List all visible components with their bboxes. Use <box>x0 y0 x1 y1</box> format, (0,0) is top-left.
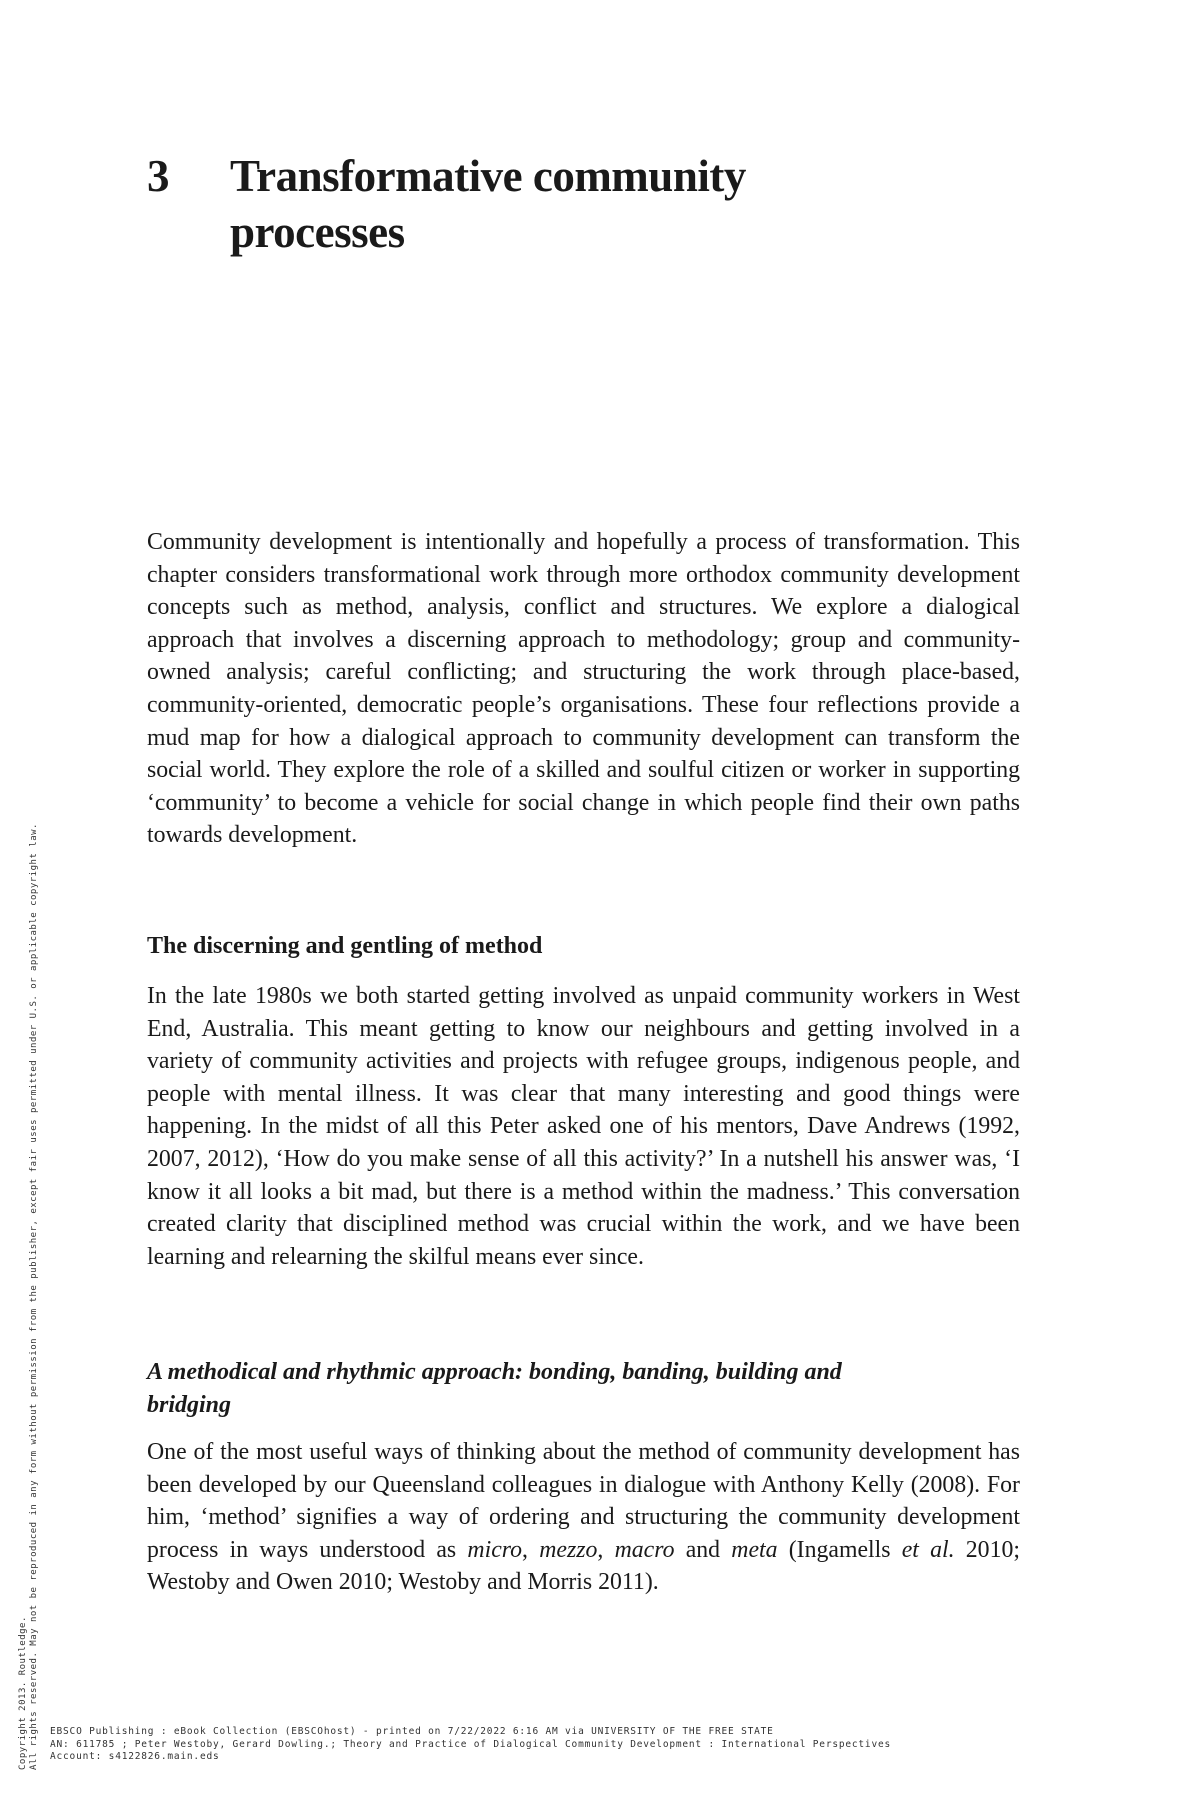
subsection-paragraph <box>147 1436 1020 1599</box>
footer-line-account: Account: s4122826.main.eds <box>50 1751 220 1762</box>
subsection-heading: A methodical and rhythmic approach: bonding, banding, building and bridging <box>147 1359 842 1418</box>
separator: , <box>597 1536 615 1563</box>
section-heading: The discerning and gentling of method <box>147 933 543 959</box>
side-copyright-notice <box>18 823 40 1770</box>
citation-start: (Ingamells <box>777 1536 902 1563</box>
paragraph-text: One of the most useful ways of thinking about the method of community development has been developed by our Queensland colleagues in dialogue with Anthony Kelly (2008). For him, ‘method’ signifies a way of ordering and structuring the community development process in ways understood as <box>147 1439 1020 1563</box>
citation-et-al: et al. <box>901 1536 955 1563</box>
separator: , <box>522 1536 540 1563</box>
footer-line-print-info: EBSCO Publishing : eBook Collection (EBSCOhost) - printed on 7/22/2022 6:16 AM via UNIVERSITY OF THE FREE STATE <box>50 1726 774 1737</box>
rights-line: All rights reserved. May not be reproduced in any form without permission from the publisher, except fair uses permitted under U.S. or applicable copyright law. <box>29 823 39 1770</box>
citation-end: 2010; Westoby and Owen 2010; Westoby and Morris 2011). <box>147 1536 1020 1596</box>
chapter-heading <box>147 148 907 260</box>
conjunction: and <box>674 1536 732 1563</box>
term-micro: micro <box>467 1536 523 1563</box>
term-mezzo: mezzo <box>539 1536 598 1563</box>
term-macro: macro <box>614 1536 675 1563</box>
ebsco-footer <box>50 1726 891 1764</box>
chapter-title: Transformative community processes <box>230 151 746 257</box>
chapter-number: 3 <box>147 151 169 201</box>
term-meta: meta <box>731 1536 778 1563</box>
intro-paragraph: Community development is intentionally and hopefully a process of transformation. This chapter considers transformational work through more orthodox community development concepts such as method, analysis, conflict and structures. We explore a dialogical approach that involves a discerning approach to methodology; group and community-owned analysis; careful conflicting; and structuring the work through place-based, community-oriented, democratic people’s organisations. These four reflections provide a mud map for how a dialogical approach to community development can transform the social world. They explore the role of a skilled and soulful citizen or worker in supporting ‘community’ to become a vehicle for social change in which people find their own paths towards development. <box>147 529 1020 849</box>
copyright-line: Copyright 2013. Routledge. <box>18 1616 28 1770</box>
footer-line-book-info: AN: 611785 ; Peter Westoby, Gerard Dowling.; Theory and Practice of Dialogical Community Development : International Perspectives <box>50 1738 892 1750</box>
section-paragraph: In the late 1980s we both started getting involved as unpaid community workers in West End, Australia. This meant getting to know our neighbours and getting involved in a variety of community activities and projects with refugee groups, indigenous people, and people with mental illness. It was clear that many interesting and good things were happening. In the midst of all this Peter asked one of his mentors, Dave Andrews (1992, 2007, 2012), ‘How do you make sense of all this activity?’ In a nutshell his answer was, ‘I know it all looks a bit mad, but there is a method within the madness.’ This conversation created clarity that disciplined method was crucial within the work, and we have been learning and relearning the skilful means ever since. <box>147 983 1020 1270</box>
